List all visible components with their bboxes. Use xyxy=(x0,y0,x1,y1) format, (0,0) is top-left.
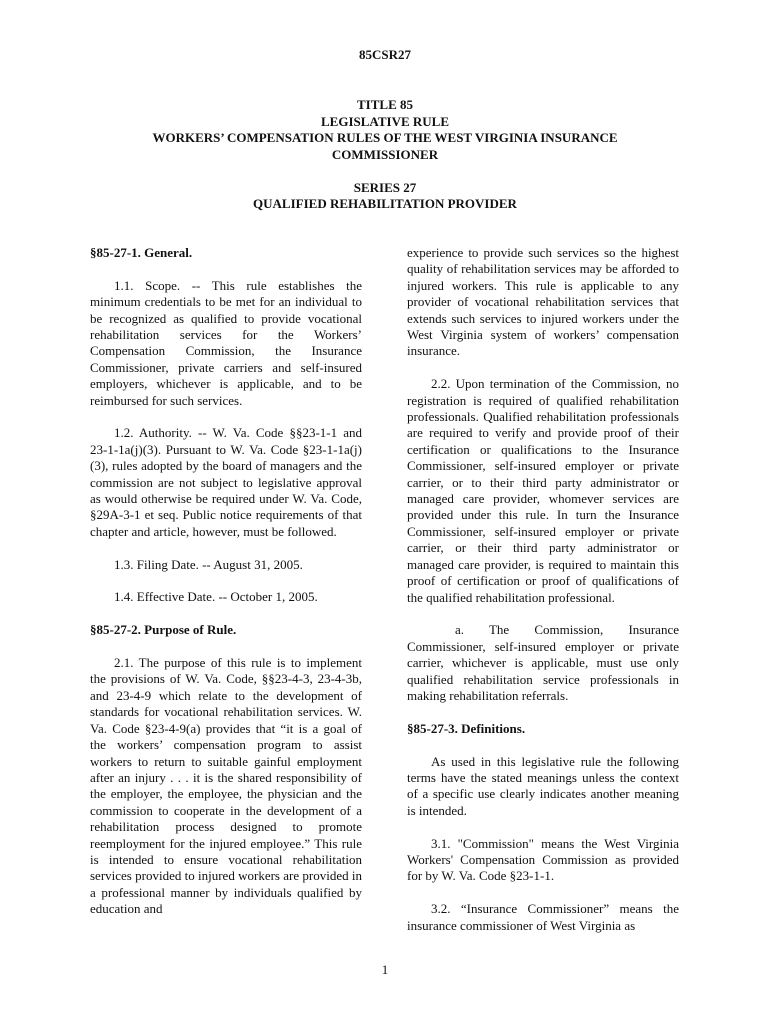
paragraph-definition-commission: 3.1. "Commission" means the West Virginia Workers' Compensation Commission as provided for by W. Va. Code §23-1-1. xyxy=(407,835,679,884)
series-title: QUALIFIED REHABILITATION PROVIDER xyxy=(253,196,517,211)
section-heading-general: §85-27-1. General. xyxy=(90,245,193,260)
right-column xyxy=(407,245,679,950)
agency-name-line2: COMMISSIONER xyxy=(331,147,439,162)
page-number: 1 xyxy=(381,962,389,977)
rule-type: LEGISLATIVE RULE xyxy=(321,114,449,129)
paragraph-effective-date: 1.4. Effective Date. -- October 1, 2005. xyxy=(114,589,318,605)
title-number: TITLE 85 xyxy=(357,97,413,112)
agency-name-line1: WORKERS’ COMPENSATION RULES OF THE WEST VIRGINIA INSURANCE xyxy=(152,130,618,145)
paragraph-termination: 2.2. Upon termination of the Commission, no registration is required of qualified rehabilitation professionals. Qualified rehabilitation professionals are required to verify and provide proof of their certification or qualifications to the Insurance Commissioner, self-insured employer or private carrier, or to their third party administrator or managed care provider, whomever services are provided under this rule. In turn the Insurance Commissioner, self-insured employer or private carrier, or their third party administrator or managed care provider, is required to maintain this proof of certification or proof of qualifications of the qualified rehabilitation professional. xyxy=(407,376,679,605)
paragraph-scope: 1.1. Scope. -- This rule establishes the minimum credentials to be met for an individual to be recognized as qualified to provide vocational rehabilitation services for the Workers’ Compensation Commission, the Insurance Commissioner, private carriers and self-insured employers, whichever is applicable, and to be reimbursed for such services. xyxy=(90,277,362,408)
paragraph-authority: 1.2. Authority. -- W. Va. Code §§23-1-1 and 23-1-1a(j)(3). Pursuant to W. Va. Code §23-1-1a(j)(3), rules adopted by the board of managers and the commission are not subject to legislative approval as would otherwise be required under W. Va. Code, §29A-3-1 et seq. Public notice requirements of that chapter and article, however, must be followed. xyxy=(90,425,362,539)
paragraph-purpose: 2.1. The purpose of this rule is to implement the provisions of W. Va. Code, §§23-4-3, 23-4-3b, and 23-4-9 which relate to the development of standards for vocational rehabilitation services. W. Va. Code §23-4-9(a) provides that “it is a goal of the workers’ compensation program to assist workers to return to suitable gainful employment after an injury . . . it is the shared responsibility of the employer, the employee, the physician and the commission to cooperate in the development of a rehabilitation process designed to promote reemployment for the injured employee.” This rule is intended to ensure vocational rehabilitation services provided to injured workers are provided in a professional manner by individuals qualified by education and xyxy=(90,655,362,917)
paragraph-purpose-continued: experience to provide such services so the highest quality of rehabilitation services may be afforded to injured workers. This rule is applicable to any provider of vocational rehabilitation services that extends such services to injured workers under the West Virginia system of workers’ compensation insurance. xyxy=(407,245,679,359)
paragraph-definitions-intro: As used in this legislative rule the following terms have the stated meanings unless the context of a specific use clearly indicates another meaning is intended. xyxy=(407,753,679,818)
section-heading-purpose: §85-27-2. Purpose of Rule. xyxy=(90,622,237,638)
section-heading-definitions: §85-27-3. Definitions. xyxy=(407,720,526,736)
series-number: SERIES 27 xyxy=(353,180,417,195)
paragraph-filing-date: 1.3. Filing Date. -- August 31, 2005. xyxy=(114,556,303,572)
left-column xyxy=(90,245,362,934)
paragraph-definition-insurance-commissioner: 3.2. “Insurance Commissioner” means the insurance commissioner of West Virginia as xyxy=(407,901,679,933)
document-code: 85CSR27 xyxy=(358,47,411,62)
paragraph-subsection-a: a. The Commission, Insurance Commissioner, self-insured employer or private carrier, whichever is applicable, must use only qualified rehabilitation service professionals in making rehabilitation referrals. xyxy=(407,622,679,703)
